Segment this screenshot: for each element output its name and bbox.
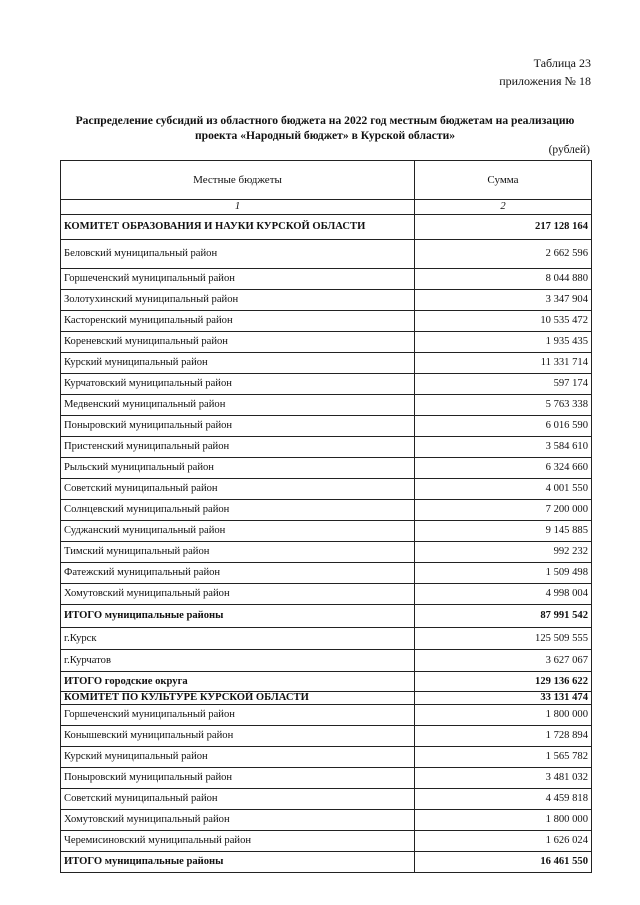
budget-name-cell: г.Курск [61,628,415,650]
table-row [61,240,592,269]
table-row [61,705,592,726]
amount-cell: 217 128 164 [415,215,592,240]
table-row [61,747,592,768]
amount-cell: 1 935 435 [415,332,592,353]
amount-cell: 1 509 498 [415,563,592,584]
budget-name-cell: Суджанский муниципальный район [61,521,415,542]
table-row [61,374,592,395]
budget-name-cell: Тимский муниципальный район [61,542,415,563]
units-label: (рублей) [548,144,590,156]
table-row [61,437,592,458]
amount-cell: 3 627 067 [415,650,592,672]
amount-cell: 8 044 880 [415,269,592,290]
budget-name-cell: Медвенский муниципальный район [61,395,415,416]
amount-cell: 9 145 885 [415,521,592,542]
table-row [61,789,592,810]
table-row [61,542,592,563]
budget-name-cell: ИТОГО городские округа [61,672,415,692]
amount-cell: 4 001 550 [415,479,592,500]
amount-cell: 1 565 782 [415,747,592,768]
table-row [61,332,592,353]
budget-name-cell: Кореневский муниципальный район [61,332,415,353]
table-total-row [61,605,592,628]
amount-cell: 129 136 622 [415,672,592,692]
amount-cell: 125 509 555 [415,628,592,650]
amount-cell: 3 584 610 [415,437,592,458]
table-reference: Таблица 23 [533,56,591,70]
table-row [61,584,592,605]
budget-name-cell: Хомутовский муниципальный район [61,584,415,605]
amount-cell: 992 232 [415,542,592,563]
table-row [61,269,592,290]
budget-name-cell: Курчатовский муниципальный район [61,374,415,395]
table-row [61,290,592,311]
budget-name-cell: Поныровский муниципальный район [61,768,415,789]
budget-name-cell: Солнцевский муниципальный район [61,500,415,521]
amount-cell: 11 331 714 [415,353,592,374]
column-header-budgets: Местные бюджеты [61,161,415,200]
budget-name-cell: КОМИТЕТ ОБРАЗОВАНИЯ И НАУКИ КУРСКОЙ ОБЛАСТИ [61,215,415,240]
amount-cell: 6 016 590 [415,416,592,437]
table-row [61,563,592,584]
budget-name-cell: Горшеченский муниципальный район [61,705,415,726]
amount-cell: 4 459 818 [415,789,592,810]
amount-cell: 597 174 [415,374,592,395]
table-header-row [61,161,592,200]
budget-name-cell: Пристенский муниципальный район [61,437,415,458]
table-row [61,650,592,672]
amount-cell: 1 626 024 [415,831,592,852]
table-row [61,479,592,500]
budget-name-cell: КОМИТЕТ ПО КУЛЬТУРЕ КУРСКОЙ ОБЛАСТИ [61,692,415,705]
amount-cell: 1 728 894 [415,726,592,747]
column-number-1: 1 [61,200,415,215]
table-row [61,521,592,542]
budget-name-cell: ИТОГО муниципальные районы [61,605,415,628]
table-total-row [61,852,592,873]
column-header-amount: Сумма [415,161,592,200]
column-number-2: 2 [415,200,592,215]
budget-name-cell: ИТОГО муниципальные районы [61,852,415,873]
title-line-1: Распределение субсидий из областного бюджета на 2022 год местным бюджетам на реализацию [75,114,575,127]
document-title [60,113,590,143]
budget-name-cell: Конышевский муниципальный район [61,726,415,747]
table-total-row [61,215,592,240]
budget-name-cell: Курский муниципальный район [61,353,415,374]
table-row [61,628,592,650]
amount-cell: 1 800 000 [415,705,592,726]
appendix-reference: приложения № 18 [499,74,591,88]
budget-name-cell: Советский муниципальный район [61,479,415,500]
table-total-row [61,692,592,705]
table-row [61,768,592,789]
amount-cell: 6 324 660 [415,458,592,479]
table-row [61,500,592,521]
table-row [61,831,592,852]
title-line-2: проекта «Народный бюджет» в Курской области» [194,129,456,142]
amount-cell: 1 800 000 [415,810,592,831]
budget-name-cell: Касторенский муниципальный район [61,311,415,332]
table-row [61,416,592,437]
budget-name-cell: Черемисиновский муниципальный район [61,831,415,852]
table-total-row [61,672,592,692]
amount-cell: 3 481 032 [415,768,592,789]
budget-name-cell: Курский муниципальный район [61,747,415,768]
budget-name-cell: Советский муниципальный район [61,789,415,810]
amount-cell: 3 347 904 [415,290,592,311]
amount-cell: 87 991 542 [415,605,592,628]
amount-cell: 4 998 004 [415,584,592,605]
table-row [61,353,592,374]
budget-name-cell: Золотухинский муниципальный район [61,290,415,311]
column-number-row [61,200,592,215]
budget-name-cell: Рыльский муниципальный район [61,458,415,479]
budget-table [60,160,592,873]
table-row [61,395,592,416]
budget-name-cell: Горшеченский муниципальный район [61,269,415,290]
budget-name-cell: Беловский муниципальный район [61,240,415,269]
table-row [61,810,592,831]
amount-cell: 33 131 474 [415,692,592,705]
budget-name-cell: Фатежский муниципальный район [61,563,415,584]
amount-cell: 16 461 550 [415,852,592,873]
amount-cell: 7 200 000 [415,500,592,521]
budget-name-cell: г.Курчатов [61,650,415,672]
table-row [61,311,592,332]
budget-name-cell: Хомутовский муниципальный район [61,810,415,831]
table-row [61,458,592,479]
budget-name-cell: Поныровский муниципальный район [61,416,415,437]
amount-cell: 10 535 472 [415,311,592,332]
amount-cell: 5 763 338 [415,395,592,416]
amount-cell: 2 662 596 [415,240,592,269]
table-row [61,726,592,747]
